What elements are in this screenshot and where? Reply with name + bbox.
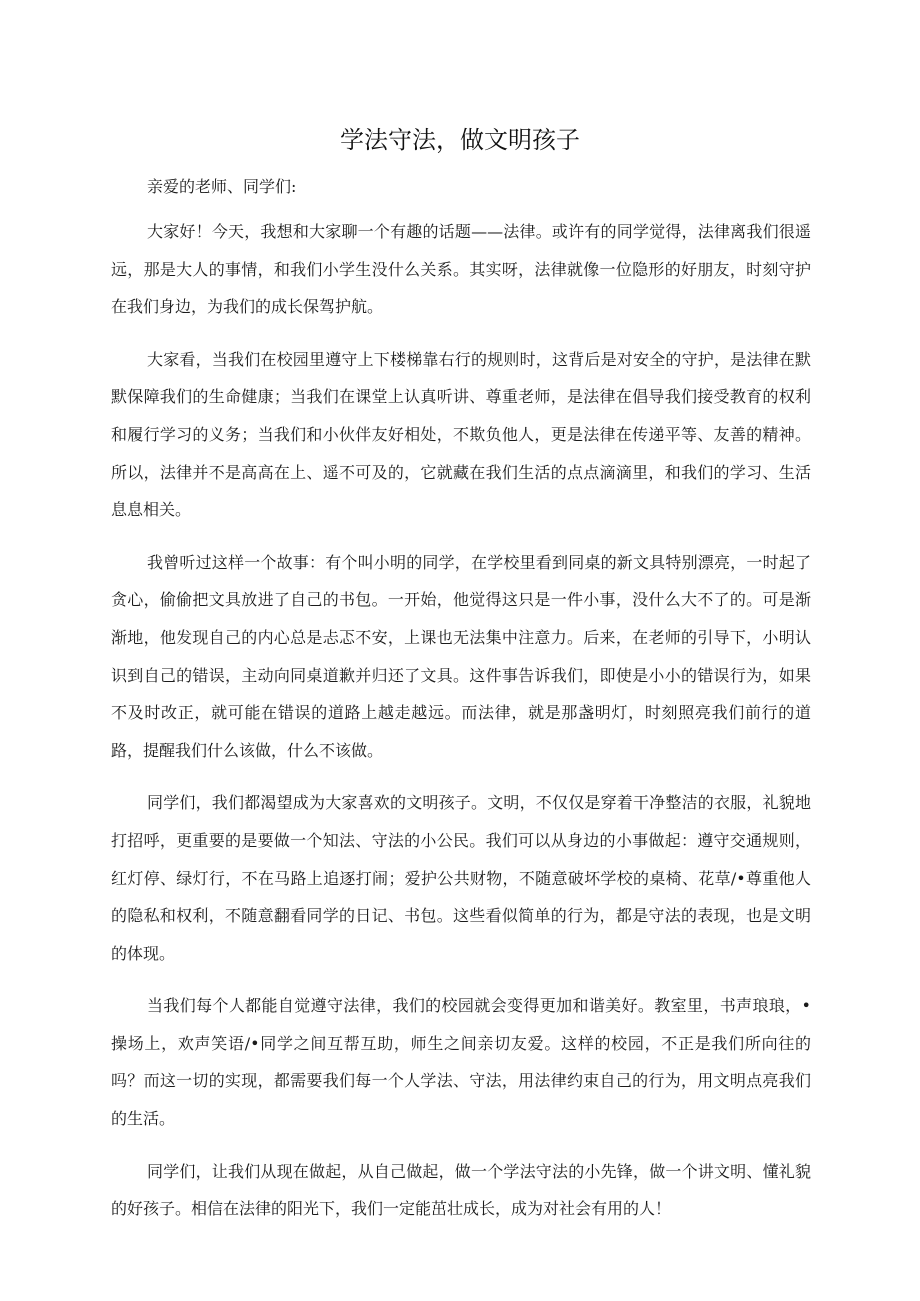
paragraph-civility: 同学们，我们都渴望成为大家喜欢的文明孩子。文明，不仅仅是穿着干净整洁的衣服，礼貌地打招呼，更重要的是要做一个知法、守法的小公民。我们可以从身边的小事做起：遵守交通规则，红灯停、绿灯行，不在马路上追逐打闹；爱护公共财物，不随意破坏学校的桌椅、花草/•尊重他人的隐私和权利，不随意翻看同学的日记、书包。这些看似简单的行为，都是守法的表现，也是文明的体现。 xyxy=(111,793,811,963)
document-body xyxy=(111,176,811,1228)
paragraph-campus: 当我们每个人都能自觉遵守法律，我们的校园就会变得更加和谐美好。教室里，书声琅琅，•操场上，欢声笑语/•同学之间互帮互助，师生之间亲切友爱。这样的校园，不正是我们所向往的吗？而这一切的实现，都需要我们每一个人学法、守法，用法律约束自己的行为，用文明点亮我们的生活。 xyxy=(111,996,811,1129)
paragraph-story: 我曾听过这样一个故事：有个叫小明的同学，在学校里看到同桌的新文具特别漂亮，一时起了贪心，偷偷把文具放进了自己的书包。一开始，他觉得这只是一件小事，没什么大不了的。可是渐渐地，他发现自己的内心总是忐忑不安，上课也无法集中注意力。后来，在老师的引导下，小明认识到自己的错误，主动向同桌道歉并归还了文具。这件事告诉我们，即使是小小的错误行为，如果不及时改正，就可能在错误的道路上越走越远。而法律，就是那盏明灯，时刻照亮我们前行的道路，提醒我们什么该做，什么不该做。 xyxy=(111,552,811,760)
greeting: 亲爱的老师、同学们: xyxy=(147,177,297,196)
paragraph-intro: 大家好！今天，我想和大家聊一个有趣的话题——法律。或许有的同学觉得，法律离我们很遥远，那是大人的事情，和我们小学生没什么关系。其实呀，法律就像一位隐形的好朋友，时刻守护在我们身边，为我们的成长保驾护航。 xyxy=(111,222,811,317)
paragraph-conclusion: 同学们，让我们从现在做起，从自己做起，做一个学法守法的小先锋，做一个讲文明、懂礼貌的好孩子。相信在法律的阳光下，我们一定能茁壮成长，成为对社会有用的人！ xyxy=(111,1161,811,1219)
paragraph-examples: 大家看，当我们在校园里遵守上下楼梯靠右行的规则时，这背后是对安全的守护，是法律在默默保障我们的生命健康；当我们在课堂上认真听讲、尊重老师，是法律在倡导我们接受教育的权利和履行学习的义务；当我们和小伙伴友好相处，不欺负他人，更是法律在传递平等、友善的精神。所以，法律并不是高高在上、遥不可及的，它就藏在我们生活的点点滴滴里，和我们的学习、生活息息相关。 xyxy=(111,349,811,520)
document-title: 学法守法，做文明孩子 xyxy=(340,126,580,154)
